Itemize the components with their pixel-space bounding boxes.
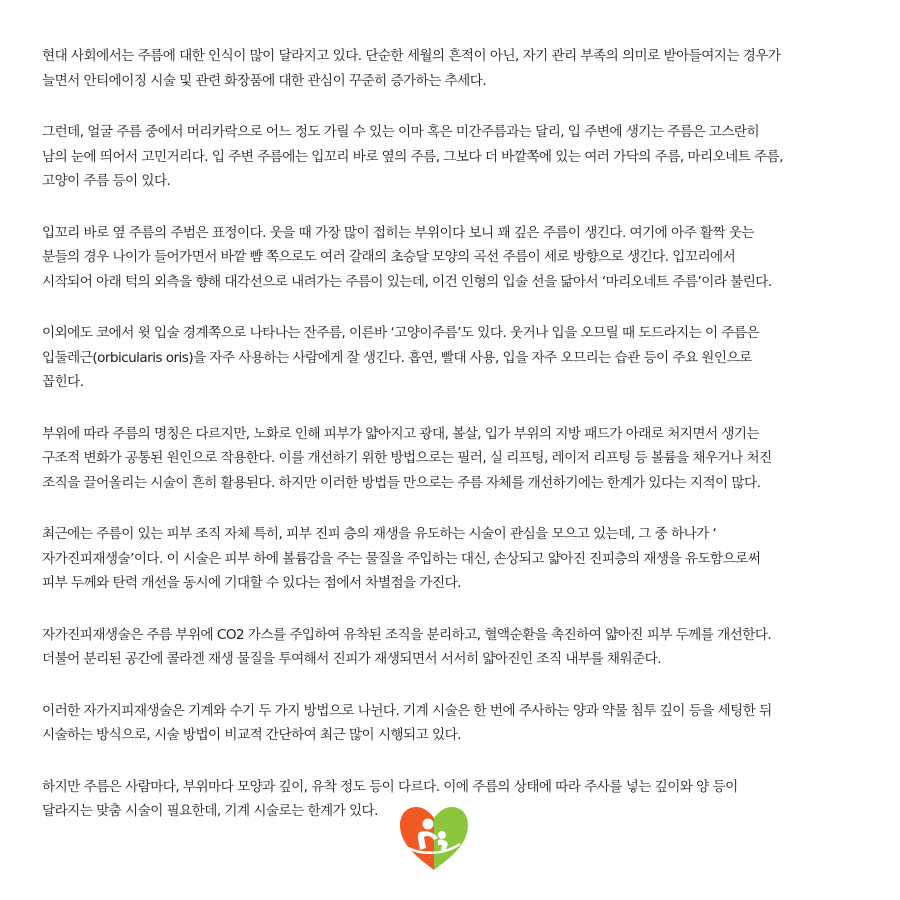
logo-adult-head (423, 819, 434, 830)
text-line: 입둘레근(orbicularis oris)을 자주 사용하는 사람에게 잘 생긴다. 흡연, 빨대 사용, 입을 자주 오므리는 습관 등이 주요 원인으로 (42, 349, 752, 366)
article-body (42, 44, 864, 851)
text-line: 달라지는 맞춤 시술이 필요한데, 기계 시술로는 한계가 있다. (42, 803, 378, 819)
text-line: 피부 두께와 탄력 개선을 동시에 기대할 수 있다는 점에서 차별점을 가진다. (42, 575, 461, 591)
logo-graphic (398, 804, 470, 872)
logo-child-head (438, 831, 446, 839)
text-line: 하지만 주름은 사람마다, 부위마다 모양과 깊이, 유착 정도 등이 다르다. 이에 주름의 상태에 따라 주사를 넣는 깊이와 양 등이 (42, 778, 738, 795)
text-line: 최근에는 주름이 있는 피부 조직 자체 특히, 피부 진피 층의 재생을 유도하는 시술이 관심을 모으고 있는데, 그 중 하나가 ‘ (42, 526, 717, 542)
paragraph-expression-wrinkles (42, 221, 864, 295)
logo-right-half (434, 807, 468, 870)
heart-family-logo-icon (398, 804, 470, 872)
text-line: 이러한 자가지피재생술은 기계와 수기 두 가지 방법으로 나뉜다. 기계 시술은 한 번에 주사하는 양과 약물 침투 깊이 등을 세팅한 뒤 (42, 702, 772, 719)
text-line: 시술하는 방식으로, 시술 방법이 비교적 간단하여 최근 많이 시행되고 있다. (42, 727, 461, 743)
paragraph-intro (42, 44, 864, 93)
text-line: 이외에도 코에서 윗 입술 경계쪽으로 나타나는 잔주름, 이른바 ‘고양이주름’도 있다. 웃거나 입을 오므릴 때 도드라지는 이 주름은 (42, 325, 760, 341)
text-line: 분들의 경우 나이가 들어가면서 바깥 뺨 쪽으로도 여러 갈래의 초승달 모양의 곡선 주름이 세로 방향으로 생긴다. 입꼬리에서 (42, 249, 736, 265)
text-line: 입꼬리 바로 옆 주름의 주범은 표정이다. 웃을 때 가장 많이 접히는 부위이다 보니 꽤 깊은 주름이 생긴다. 여기에 아주 활짝 웃는 (42, 224, 755, 241)
text-line: 부위에 따라 주름의 명칭은 다르지만, 노화로 인해 피부가 얇아지고 광대, 볼살, 입가 부위의 지방 패드가 아래로 처지면서 생기는 (42, 425, 760, 442)
text-line: 시작되어 아래 턱의 외측을 향해 대각선으로 내려가는 주름이 있는데, 이건 인형의 입술 선을 닮아서 ‘마리오네트 주름’이라 불린다. (42, 273, 772, 290)
text-line: 자가진피재생술’이다. 이 시술은 피부 하에 볼륨감을 주는 물질을 주입하는 대신, 손상되고 얇아진 진피층의 재생을 유도함으로써 (42, 550, 761, 567)
text-line: 더불어 분리된 공간에 콜라겐 재생 물질을 투여해서 진피가 재생되면서 서서히 얇아진인 조직 내부를 채워준다. (42, 651, 661, 667)
paragraph-machine-method (42, 699, 864, 748)
text-line: 구조적 변화가 공통된 원인으로 작용한다. 이를 개선하기 위한 방법으로는 필러, 실 리프팅, 레이저 리프팅 등 볼륨을 채우거나 처진 (42, 450, 772, 466)
paragraph-mouth-wrinkle-types (42, 120, 864, 194)
text-line: 자가진피재생술은 주름 부위에 CO2 가스를 주입하여 유착된 조직을 분리하고, 혈액순환을 촉진하여 얇아진 피부 두께를 개선한다. (42, 626, 772, 643)
paragraph-causes (42, 422, 864, 496)
text-line: 현대 사회에서는 주름에 대한 인식이 많이 달라지고 있다. 단순한 세월의 흔적이 아닌, 자기 관리 부족의 의미로 받아들여지는 경우가 (42, 48, 781, 64)
text-line: 늘면서 안티에이징 시술 및 관련 화장품에 대한 관심이 꾸준히 증가하는 추세다. (42, 72, 487, 89)
paragraph-co2-procedure (42, 623, 864, 672)
text-line: 남의 눈에 띄어서 고민거리다. 입 주변 주름에는 입꼬리 바로 옆의 주름, 그보다 더 바깥쪽에 있는 여러 가닥의 주름, 마리오네트 주름, (42, 148, 783, 165)
text-line: 그런데, 얼굴 주름 중에서 머리카락으로 어느 정도 가릴 수 있는 이마 혹은 미간주름과는 달리, 입 주변에 생기는 주름은 고스란히 (42, 124, 760, 140)
paragraph-dermis-regeneration (42, 522, 864, 596)
logo-left-half (400, 807, 434, 870)
paragraph-cat-wrinkles (42, 321, 864, 395)
text-line: 조직을 끌어올리는 시술이 흔히 활용된다. 하지만 이러한 방법들 만으로는 주름 자체를 개선하기에는 한계가 있다는 지적이 많다. (42, 474, 761, 491)
text-line: 꼽힌다. (42, 374, 84, 390)
text-line: 고양이 주름 등이 있다. (42, 173, 171, 189)
